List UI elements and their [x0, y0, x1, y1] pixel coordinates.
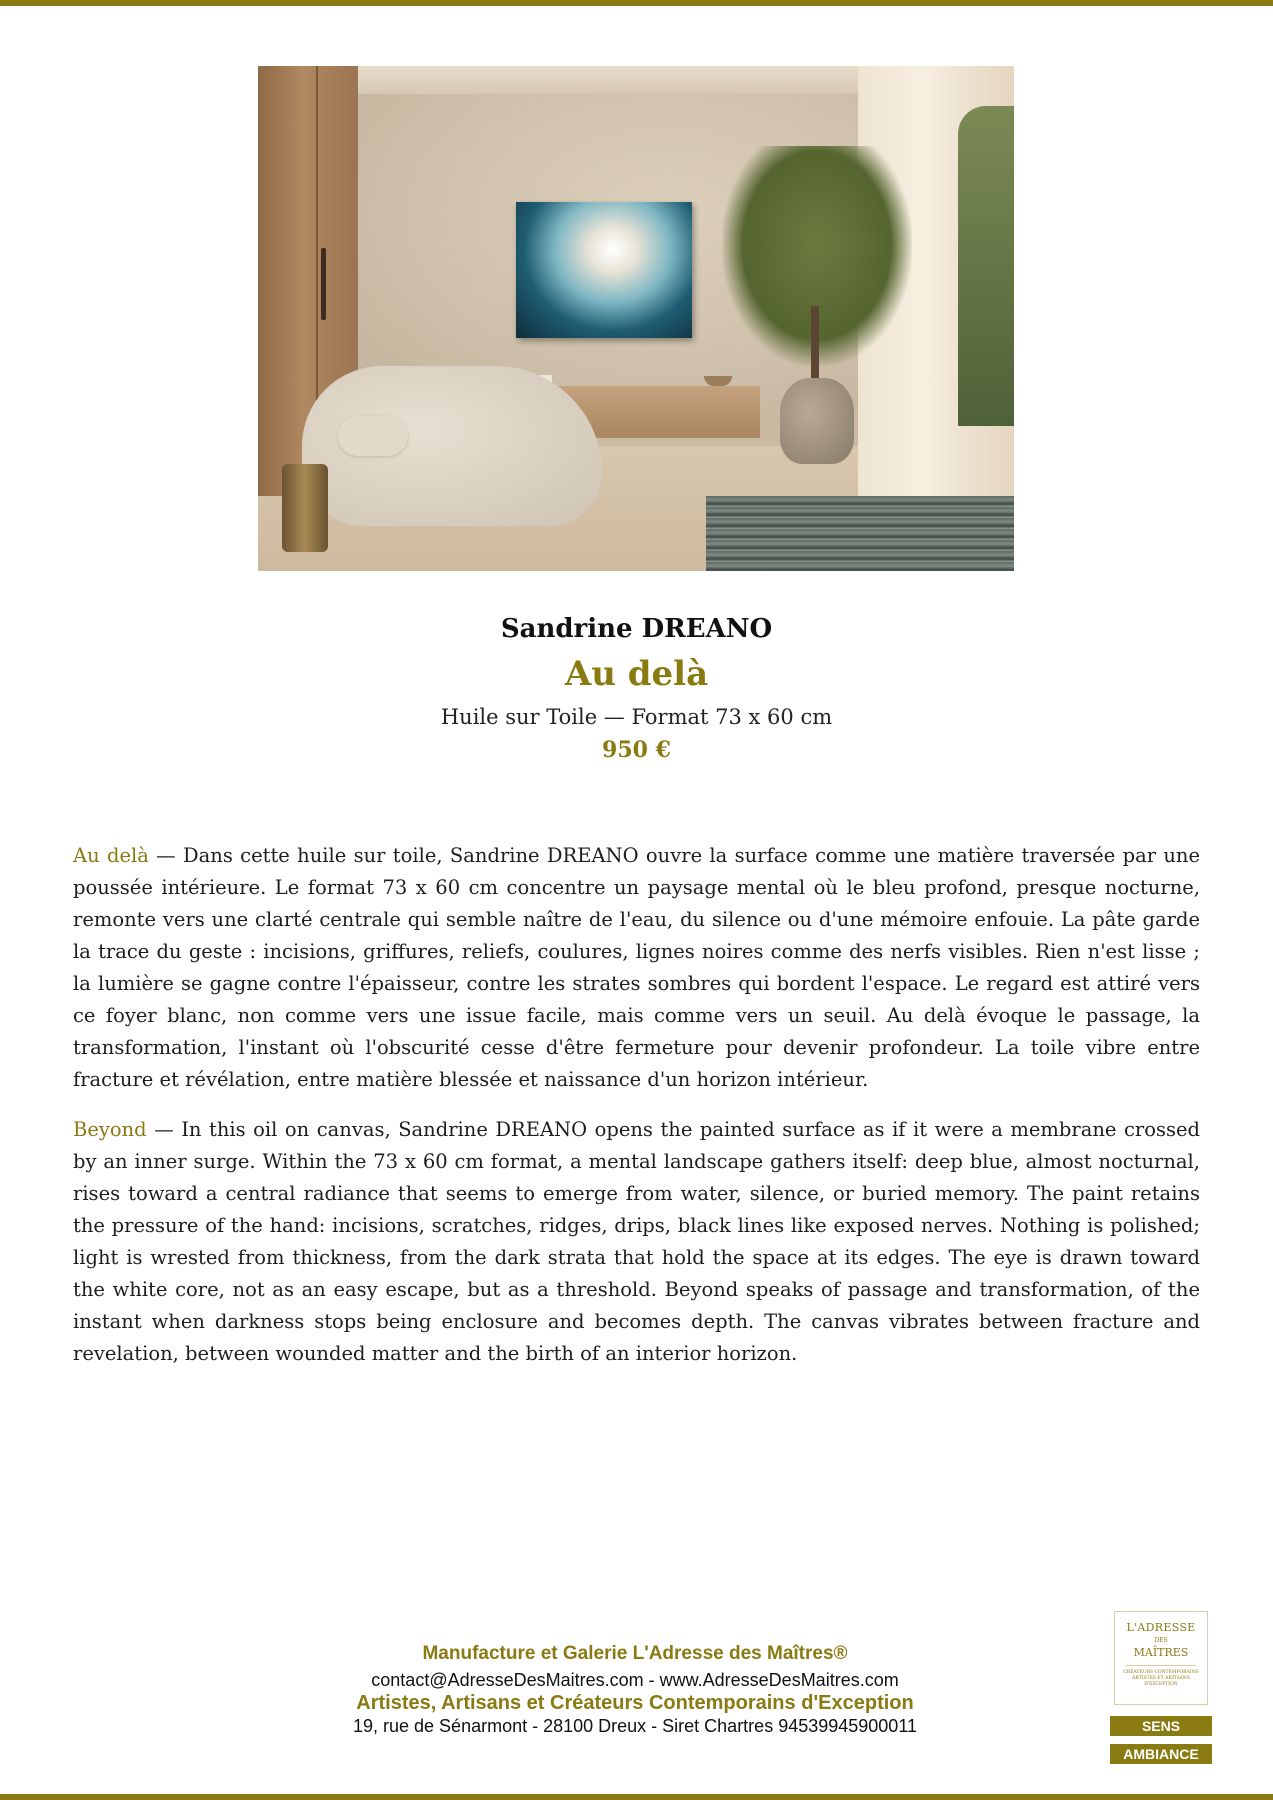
description-en-text: — In this oil on canvas, Sandrine DREANO opens the painted surface as if it were a membrane crossed by an inner surge. Within the 73 x 60 cm format, a mental landscape gathers itself: deep blue, almost nocturnal, rises toward a central radiance that seems to emerge from water, silence, or buried memory. The paint retains the pressure of the hand: incisions, scratches, ridges, drips, black lines like exposed nerves. Nothing is polished; light is wrested from thickness, from the dark strata that hold the space at its edges. The eye is drawn toward the white core, not as an easy escape, but as a threshold. Beyond speaks of passage and transformation, of the instant when darkness stops being enclosure and becomes depth. The canvas vibrates between fracture and revelation, between wounded matter and the birth of an interior horizon. — [73, 1118, 1200, 1365]
description-en — [73, 1114, 1200, 1370]
top-accent-bar — [0, 0, 1273, 6]
photo-olive-trunk — [811, 306, 819, 386]
artwork-interior-photo — [258, 66, 1014, 571]
description-fr-text: — Dans cette huile sur toile, Sandrine DREANO ouvre la surface comme une matière traversée par une poussée intérieure. Le format 73 x 60 cm concentre un paysage mental où le bleu profond, presque nocturne, remonte vers une clarté centrale qui semble naître de l'eau, du silence ou d'une mémoire enfouie. La pâte garde la trace du geste : incisions, griffures, reliefs, coulures, lignes noires comme des nerfs visibles. Rien n'est lisse ; la lumière se gagne contre l'épaisseur, contre les strates sombres qui bordent l'espace. Le regard est attiré vers ce foyer blanc, non comme vers une issue facile, mais comme vers un seuil. Au delà évoque le passage, la transformation, l'instant où l'obscurité cesse d'être fermeture pour devenir profondeur. La toile vibre entre fracture et révélation, entre matière blessée et naissance d'un horizon intérieur. — [73, 844, 1200, 1091]
photo-painting — [516, 202, 692, 338]
logo-line-3: MAÎTRES — [1133, 1646, 1189, 1659]
logo-line-4: CRÉATEURS CONTEMPORAINS ARTISTES ET ARTISANS D'EXCEPTION — [1123, 1670, 1199, 1687]
tag-ambiance: AMBIANCE — [1110, 1744, 1212, 1764]
footer-address: 19, rue de Sénarmont - 28100 Dreux - Siret Chartres 94539945900011 — [352, 1716, 918, 1736]
footer-tagline: Artistes, Artisans et Créateurs Contemporains d'Exception — [356, 1692, 914, 1714]
description-fr — [73, 840, 1200, 1096]
photo-pillow — [338, 416, 408, 456]
artwork-medium: Huile sur Toile — Format 73 x 60 cm — [440, 705, 833, 729]
artwork-title: Au delà — [564, 654, 709, 694]
logo-line-1: L'ADRESSE — [1126, 1621, 1196, 1634]
tag-sens: SENS — [1110, 1716, 1212, 1736]
artwork-price: 950 € — [602, 737, 671, 763]
logo-line-2: DES — [1154, 1637, 1168, 1644]
photo-door-handle — [321, 248, 326, 320]
bottom-accent-bar — [0, 1794, 1273, 1800]
description-en-lead: Beyond — [73, 1118, 147, 1141]
gallery-logo — [1114, 1611, 1208, 1705]
footer-contact: contact@AdresseDesMaitres.com - www.AdresseDesMaitres.com — [371, 1670, 899, 1690]
logo-divider — [1126, 1665, 1196, 1666]
artist-name: Sandrine DREANO — [500, 614, 773, 644]
photo-ceiling — [355, 66, 895, 94]
photo-cypress-trees — [958, 106, 1014, 426]
photo-pot — [780, 378, 854, 464]
footer-gallery-name: Manufacture et Galerie L'Adresse des Maîtres® — [422, 1643, 848, 1664]
photo-side-table — [282, 464, 328, 552]
description-fr-lead: Au delà — [73, 844, 149, 867]
photo-pool — [706, 496, 1014, 571]
